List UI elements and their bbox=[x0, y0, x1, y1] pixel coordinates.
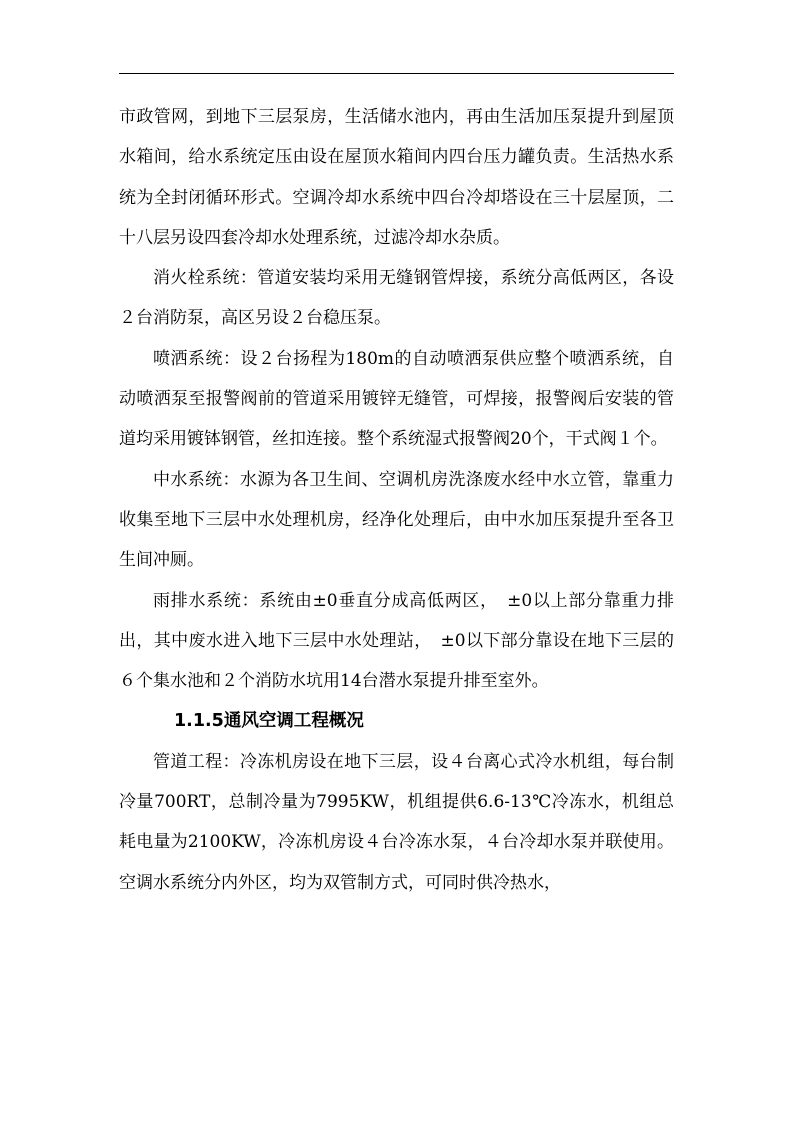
paragraph-fire-hydrant-system: 消火栓系统：管道安装均采用无缝钢管焊接，系统分高低两区，各设２台消防泵，高区另设２台稳压泵。 bbox=[119, 268, 674, 329]
header-rule bbox=[119, 73, 674, 74]
body-text bbox=[119, 97, 674, 903]
paragraph-rain-drainage-system: 雨排水系统：系统由±0垂直分成高低两区， ±0以上部分靠重力排出，其中废水进入地下三层中水处理站， ±0以下部分靠设在地下三层的６个集水池和２个消防水坑用14台潜水泵提升排至室外。 bbox=[119, 590, 674, 692]
paragraph-water-supply: 市政管网，到地下三层泵房，生活储水池内，再由生活加压泵提升到屋顶水箱间，给水系统定压由设在屋顶水箱间内四台压力罐负责。生活热水系统为全封闭循环形式。空调冷却水系统中四台冷却塔设在三十层屋顶，二十八层另设四套冷却水处理系统，过滤冷却水杂质。 bbox=[119, 107, 674, 248]
paragraph-sprinkler-system: 喷洒系统：设２台扬程为180m的自动喷洒泵供应整个喷洒系统，自动喷洒泵至报警阀前的管道采用镀锌无缝管，可焊接，报警阀后安装的管道均采用镀钵钢管，丝扣连接。整个系统湿式报警阀20个，干式阀１个。 bbox=[119, 348, 674, 450]
paragraph-piping-works: 管道工程：冷冻机房设在地下三层，设４台离心式冷水机组，每台制冷量700RT，总制冷量为7995KW，机组提供6.6-13℃冷冻水，机组总耗电量为2100KW，冷冻机房设４台冷冻水泵，４台冷却水泵并联使用。空调水系统分内外区，均为双管制方式，可同时供冷热水， bbox=[119, 751, 674, 893]
paragraph-reclaimed-water-system: 中水系统：水源为各卫生间、空调机房洗涤废水经中水立管，靠重力收集至地下三层中水处理机房，经净化处理后，由中水加压泵提升至各卫生间冲厕。 bbox=[119, 469, 674, 571]
section-heading: 1.1.5通风空调工程概况 bbox=[174, 711, 364, 732]
